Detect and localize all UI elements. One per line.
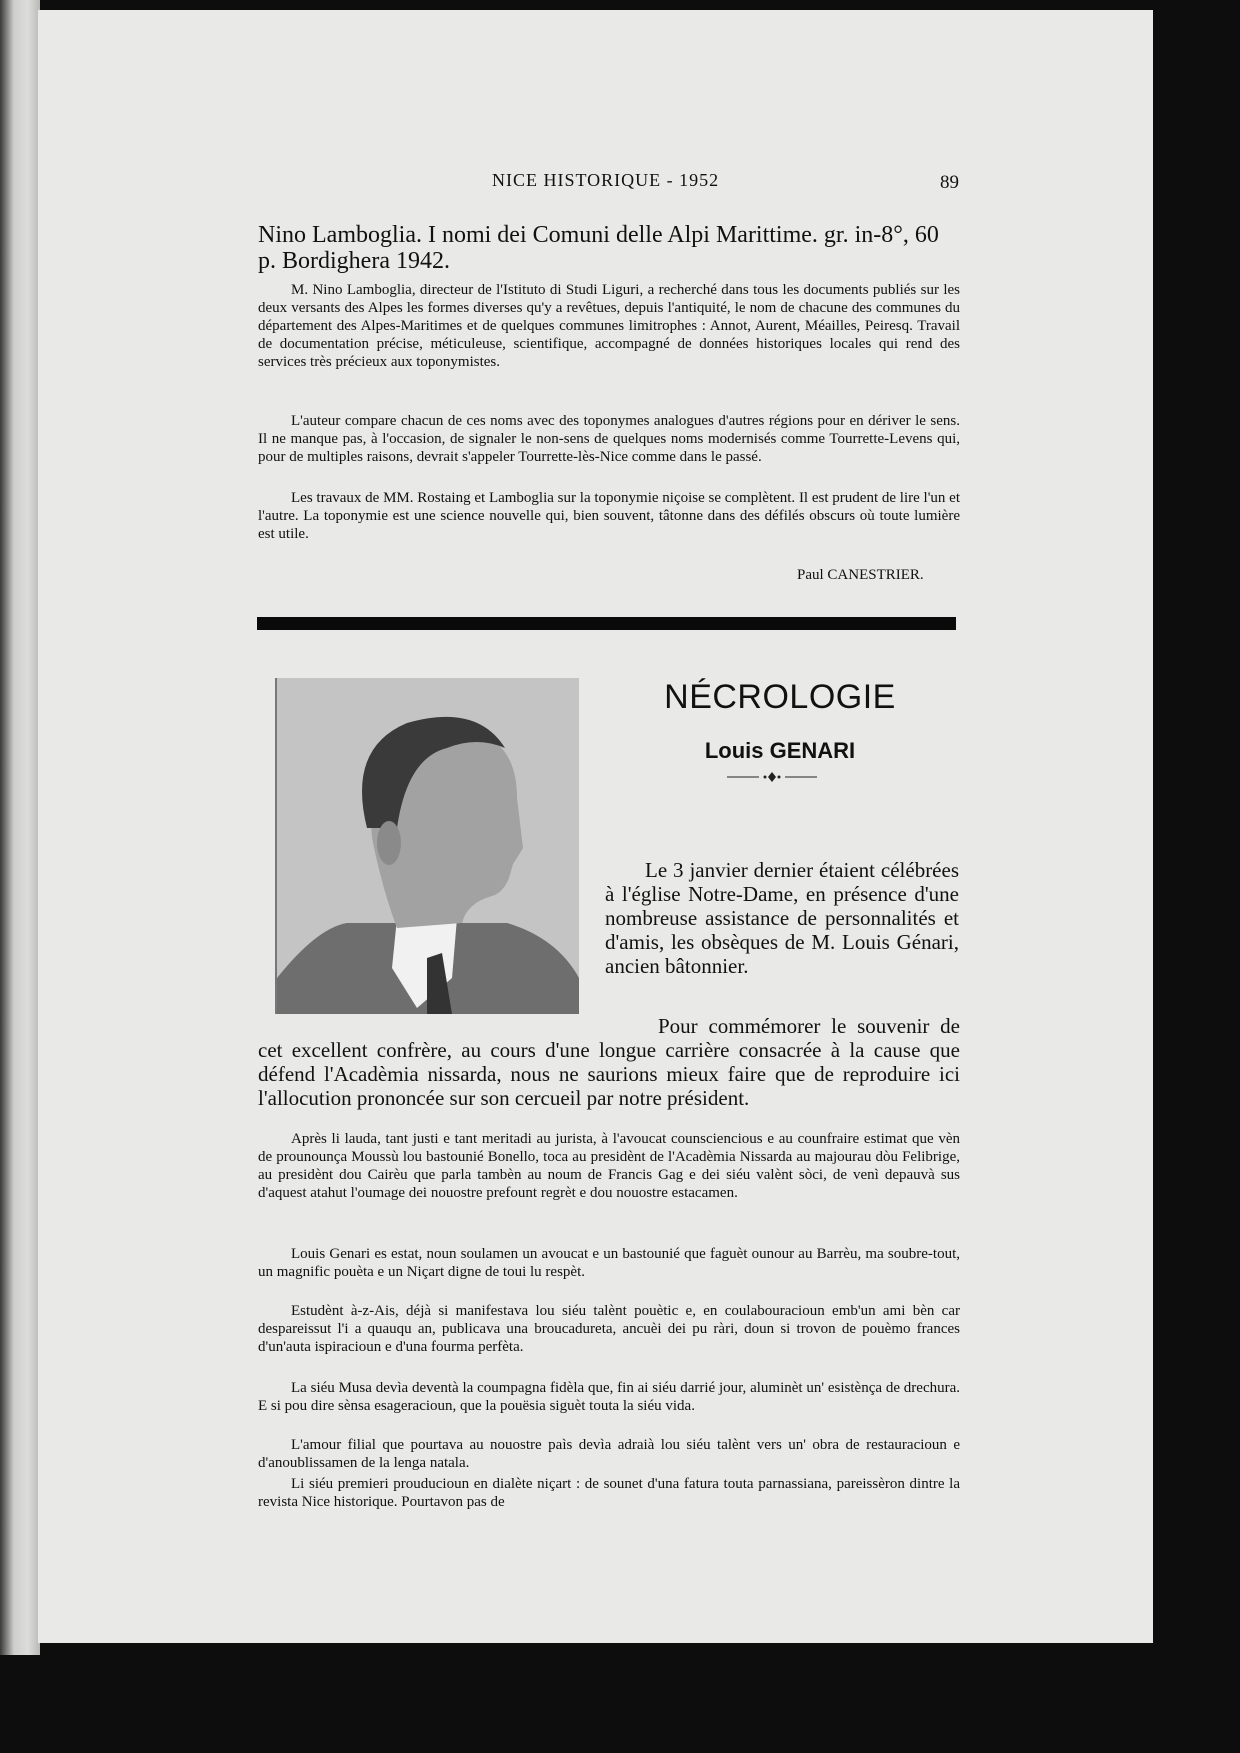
speech-paragraph-4: La siéu Musa devìa deventà la coumpagna fidèla que, fin ai siéu darrié jour, aluminèt un' esistènça de drechura. E si pou dire sènsa esageracioun, que la pouësia siguèt touta la siéu vida. — [258, 1380, 960, 1414]
necrology-title: NÉCROLOGIE — [664, 678, 896, 716]
necrology-intro-2: Pour commémorer le souvenir de cet excellent confrère, au cours d'une longue carrière consacrée à la cause que défend l'Acadèmia nissarda, nous ne saurions mieux faire que de reproduire ici l'allocution prononcée sur son cercueil par notre président. — [258, 1014, 960, 1110]
running-header: NICE HISTORIQUE - 1952 — [492, 170, 720, 190]
review-signature: Paul CANESTRIER. — [797, 567, 924, 583]
review-paragraph-3: Les travaux de MM. Rostaing et Lamboglia sur la toponymie niçoise se complètent. Il est prudent de lire l'un et l'autre. La toponymie est une science nouvelle qui, bien souvent, tâtonne dans des défilés obscurs où toute lumière est utile. — [258, 490, 960, 542]
deceased-name: Louis GENARI — [704, 738, 856, 763]
portrait-photo — [275, 678, 579, 1014]
speech-paragraph-5: L'amour filial que pourtava au nouostre paìs devìa adraià lou siéu talènt vers un' obra de restauracioun e d'anoublissamen de la lenga natala. — [258, 1437, 960, 1471]
review-book-title: Nino Lamboglia. I nomi dei Comuni delle Alpi Marittime. gr. in-8°, 60 p. Bordighera 1942. — [258, 222, 939, 274]
section-divider-rule — [257, 617, 956, 630]
speech-paragraph-2: Louis Genari es estat, noun soulamen un avoucat e un bastounié que faguèt ounour au Barrèu, ma soubre-tout, un magnific pouèta e un Niçart digne de toui lu respèt. — [258, 1246, 960, 1280]
review-paragraph-2: L'auteur compare chacun de ces noms avec des toponymes analogues d'autres régions pour en dériver le sens. Il ne manque pas, à l'occasion, de signaler le non-sens de quelques noms modernisés comme Tourrette-Levens qui, pour de multiples raisons, devrait s'appeler Tourrette-lès-Nice comme dans le passé. — [258, 413, 960, 465]
portrait-silhouette — [277, 678, 579, 1014]
ornament-divider-icon — [727, 771, 817, 783]
page-number: 89 — [940, 172, 959, 193]
review-paragraph-1: M. Nino Lamboglia, directeur de l'Istituto di Studi Liguri, a recherché dans tous les documents publiés sur les deux versants des Alpes les formes diverses qu'y a revêtues, depuis l'antiquité, le nom de chacune des communes du département des Alpes-Maritimes et de quelques communes limitrophes : Annot, Aurent, Méailles, Peiresq. Travail de documentation précise, méticuleuse, scientifique, accompagné de données historiques locales qui rend des services très précieux aux toponymistes. — [258, 282, 960, 370]
speech-paragraph-6: Li siéu premieri prouducioun en dialète niçart : de sounet d'una fatura touta parnassiana, pareissèron dintre la revista Nice historique. Pourtavon pas de — [258, 1476, 960, 1510]
necrology-intro-1: Le 3 janvier dernier étaient célébrées à l'église Notre-Dame, en présence d'une nombreuse assistance de personnalités et d'amis, les obsèques de M. Louis Génari, ancien bâtonnier. — [605, 858, 959, 978]
speech-paragraph-3: Estudènt à-z-Ais, déjà si manifestava lou siéu talènt pouètic e, en coulabouracioun emb'un ami bèn car despareissut l'i a quauqu an, publicava una broucadureta, ancuèi dei pu ràri, doun si trovon de pouèmo frances d'un'auta ispiracioun e d'una fourma perfèta. — [258, 1303, 960, 1355]
book-spine — [0, 0, 40, 1655]
speech-paragraph-1: Après li lauda, tant justi e tant meritadi au jurista, à l'avoucat counsciencious e au counfraire estimat que vèn de prounounça Moussù lou bastounié Bonello, toca au presidènt de l'Acadèmia Nissarda au majourau dòu Felibrige, au presidènt dou Cairèu que parla tambèn au noum de Francis Gag e dei siéu valènt sòci, de venì depauvà sus d'aquest atahut l'oumage dei nouostre prefount regrèt e dou nouostre estacamen. — [258, 1131, 960, 1201]
